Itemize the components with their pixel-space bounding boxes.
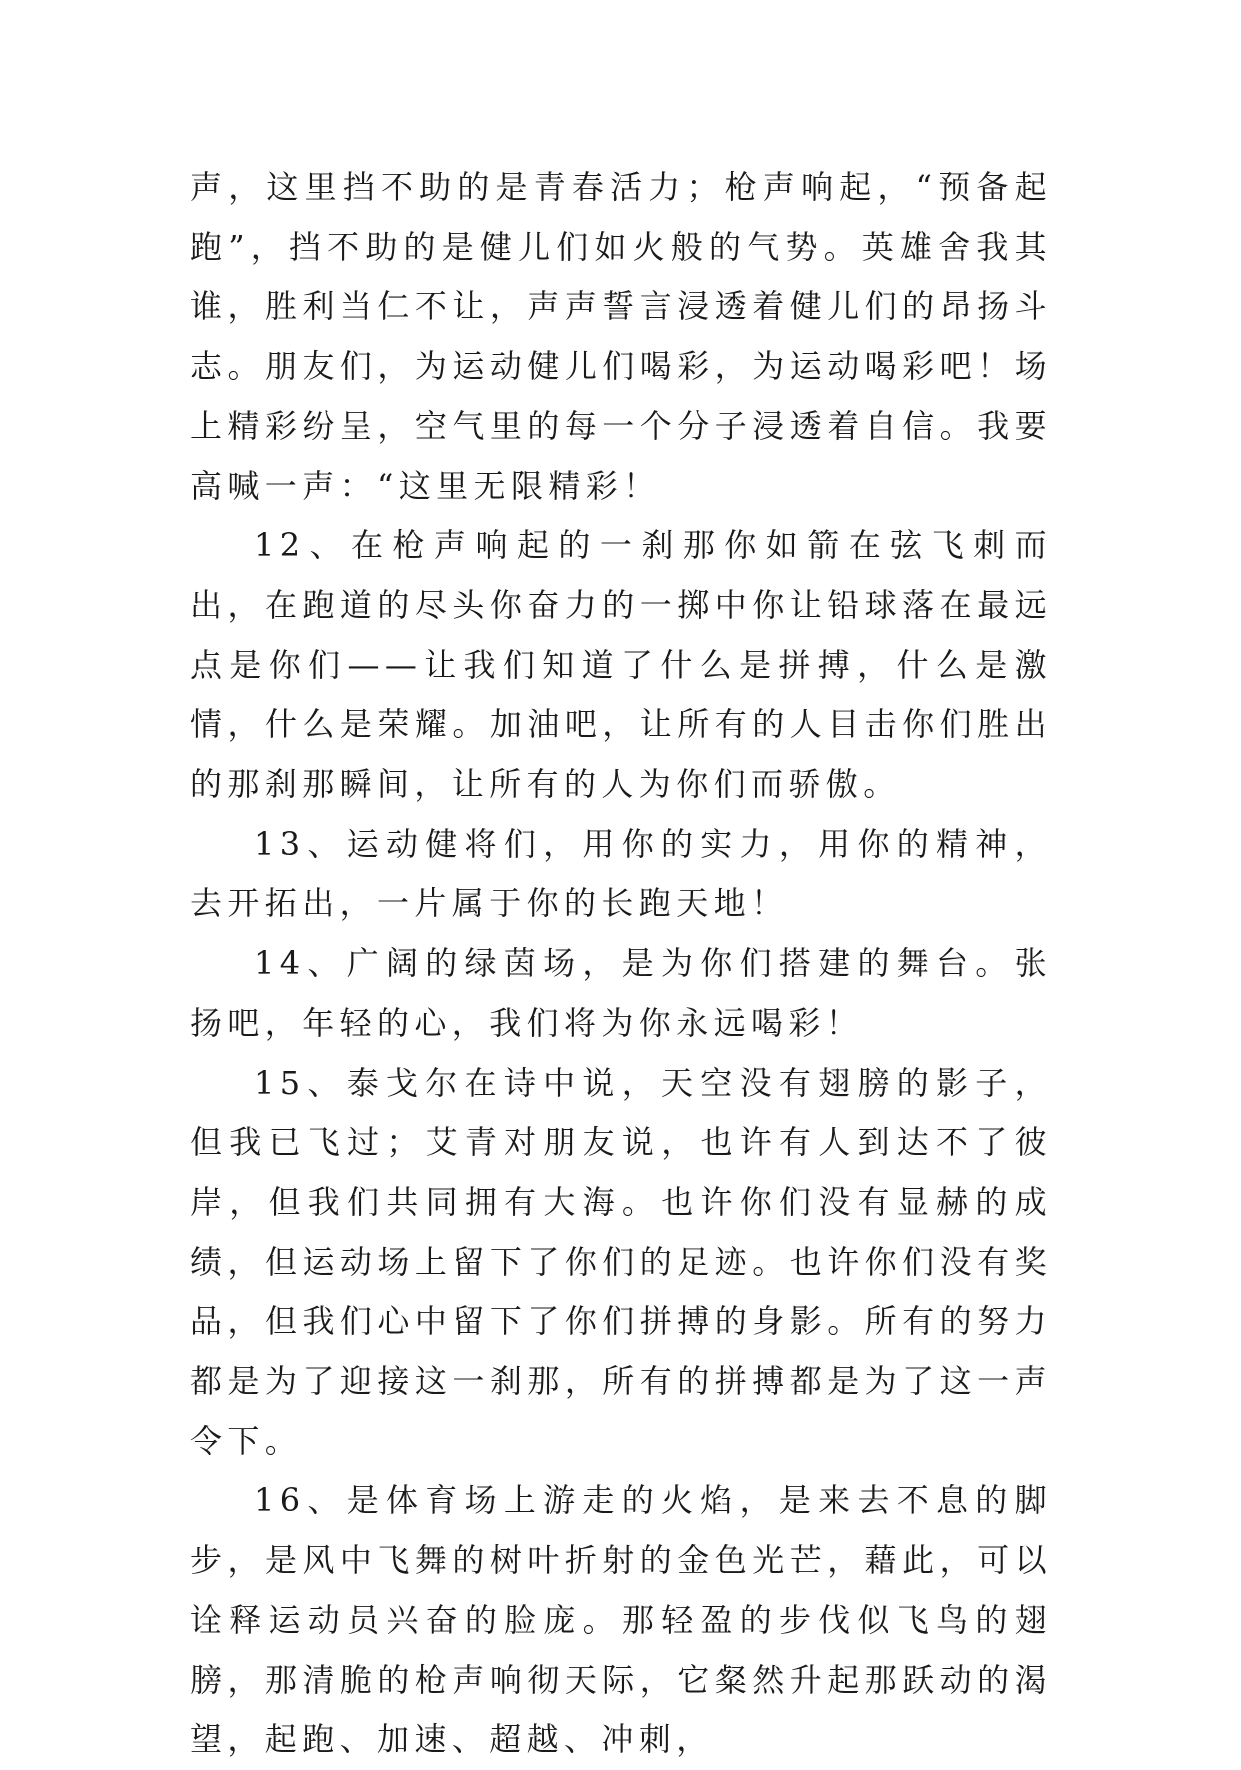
- paragraph-15: 15、泰戈尔在诗中说，天空没有翅膀的影子，但我已飞过；艾青对朋友说，也许有人到达不了彼岸，但我们共同拥有大海。也许你们没有显赫的成绩，但运动场上留下了你们的足迹。也许你们没有奖品，但我们心中留下了你们拼搏的身影。所有的努力都是为了迎接这一刹那，所有的拼搏都是为了这一声令下。: [190, 1063, 1052, 1460]
- document-body: [190, 158, 1052, 1770]
- paragraph-12: 12、在枪声响起的一刹那你如箭在弦飞刺而出，在跑道的尽头你奋力的一掷中你让铅球落在最远点是你们——让我们知道了什么是拼搏，什么是激情，什么是荣耀。加油吧，让所有的人目击你们胜出的那刹那瞬间，让所有的人为你们而骄傲。: [190, 526, 1052, 804]
- paragraph-14: 14、广阔的绿茵场，是为你们搭建的舞台。张扬吧，年轻的心，我们将为你永远喝彩！: [190, 944, 1052, 1042]
- paragraph-continued: 声，这里挡不助的是青春活力；枪声响起，“预备起跑”，挡不助的是健儿们如火般的气势。英雄舍我其谁，胜利当仁不让，声声誓言浸透着健儿们的昂扬斗志。朋友们，为运动健儿们喝彩，为运动喝彩吧！场上精彩纷呈，空气里的每一个分子浸透着自信。我要高喊一声：“这里无限精彩！: [190, 168, 1052, 505]
- paragraph-16: 16、是体育场上游走的火焰，是来去不息的脚步，是风中飞舞的树叶折射的金色光芒，藉此，可以诠释运动员兴奋的脸庞。那轻盈的步伐似飞鸟的翅膀，那清脆的枪声响彻天际，它粲然升起那跃动的渴望，起跑、加速、超越、冲刺，: [190, 1481, 1052, 1759]
- paragraph-13: 13、运动健将们，用你的实力，用你的精神，去开拓出，一片属于你的长跑天地！: [190, 824, 1052, 923]
